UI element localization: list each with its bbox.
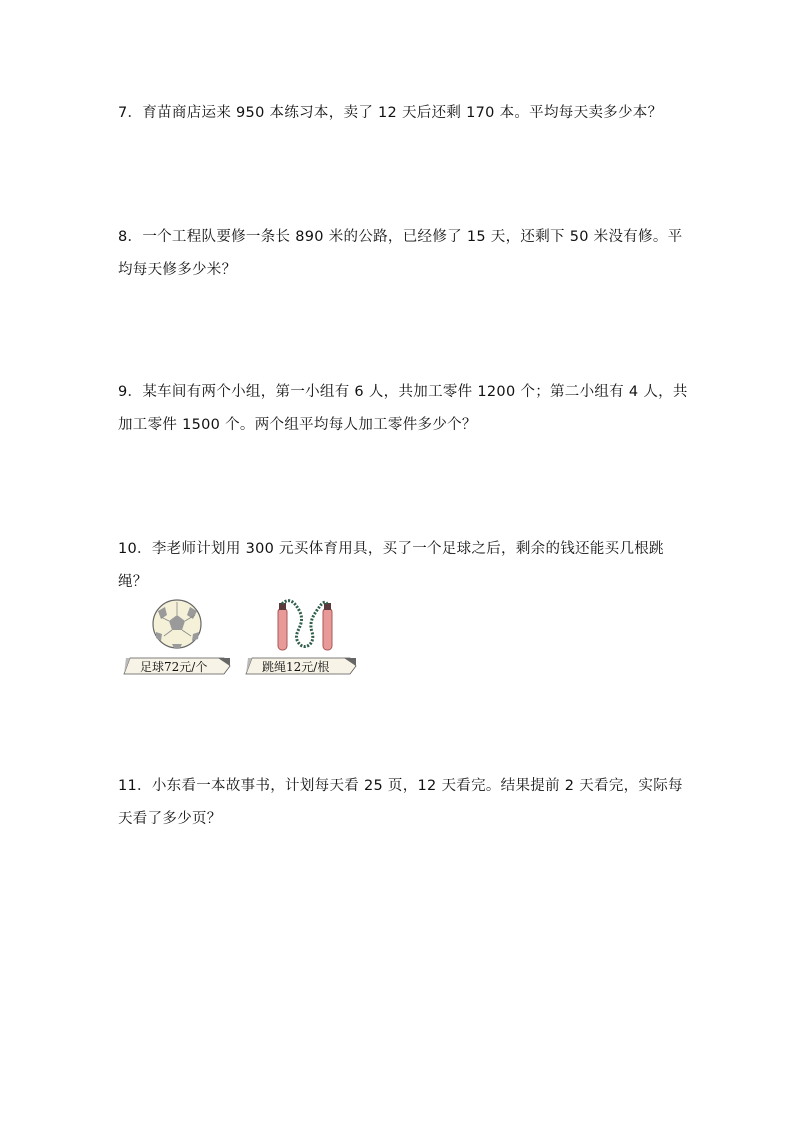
question-10: [118, 533, 688, 599]
question-11: [118, 770, 688, 836]
question-text: 某车间有两个小组，第一小组有 6 人，共加工零件 1200 个；第二小组有 4 人，共加工零件 1500 个。两个组平均每人加工零件多少个？: [118, 384, 688, 433]
question-number: 8．: [118, 229, 143, 245]
soccer-price-tag: [124, 658, 230, 674]
question-text: 育苗商店运来 950 本练习本，卖了 12 天后还剩 170 本。平均每天卖多少本？: [142, 105, 663, 121]
question-7: [118, 97, 688, 130]
jump-rope-icon: [278, 601, 332, 650]
question-number: 11．: [118, 778, 152, 794]
rope-price-tag: [246, 658, 356, 674]
question-text: 李老师计划用 300 元买体育用具，买了一个足球之后，剩余的钱还能买几根跳绳？: [118, 541, 664, 590]
question-number: 10．: [118, 541, 152, 557]
question-text: 小东看一本故事书，计划每天看 25 页，12 天看完。结果提前 2 天看完，实际每天看了多少页？: [118, 778, 683, 827]
question-text: 一个工程队要修一条长 890 米的公路，已经修了 15 天，还剩下 50 米没有修。平均每天修多少米？: [118, 229, 683, 278]
question-9: [118, 376, 688, 442]
price-illustration-svg: [120, 598, 360, 678]
question-number: 9．: [118, 384, 143, 400]
question-8: [118, 221, 688, 287]
rope-price-label: 跳绳12元/根: [262, 660, 330, 674]
price-illustration: [120, 598, 360, 678]
soccer-price-label: 足球72元/个: [140, 660, 208, 674]
question-number: 7．: [118, 105, 143, 121]
soccer-ball-icon: [153, 600, 201, 648]
